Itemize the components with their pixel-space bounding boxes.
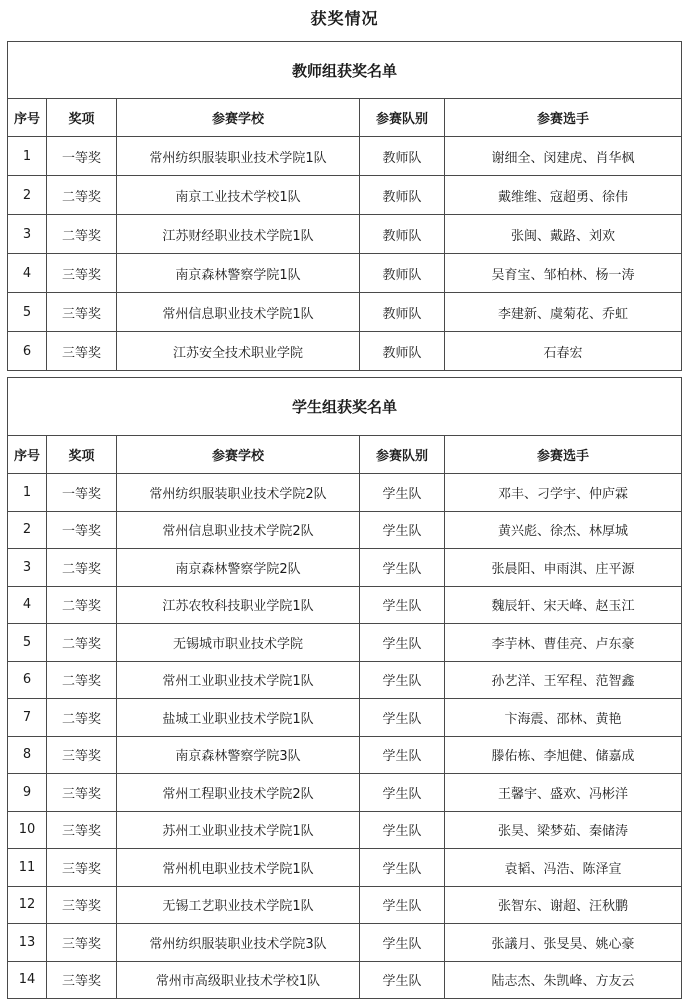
- players-cell: 魏辰轩、宋天峰、赵玉江: [445, 586, 682, 624]
- table-row: [8, 474, 682, 512]
- index-cell: 4: [8, 254, 47, 293]
- index-cell: 7: [8, 699, 47, 737]
- table-row: [8, 332, 682, 371]
- table-row: [8, 549, 682, 587]
- page-title: 获奖情况: [310, 9, 379, 28]
- school-cell: 江苏农牧科技职业学院1队: [117, 586, 360, 624]
- players-cell: 张昊、梁梦茹、秦储涛: [445, 811, 682, 849]
- index-cell: 1: [8, 474, 47, 512]
- table-row: [8, 624, 682, 662]
- players-cell: 滕佑栋、李旭健、储嘉成: [445, 736, 682, 774]
- school-cell: 无锡工艺职业技术学院1队: [117, 886, 360, 924]
- school-cell: 常州纺织服装职业技术学院3队: [117, 924, 360, 962]
- school-cell: 南京森林警察学院1队: [117, 254, 360, 293]
- table-row: [8, 137, 682, 176]
- team-type-cell: 学生队: [360, 549, 445, 587]
- players-cell: 孙艺洋、王军程、范智鑫: [445, 661, 682, 699]
- table-title: 教师组获奖名单: [8, 42, 682, 99]
- players-cell: 石春宏: [445, 332, 682, 371]
- team-type-cell: 教师队: [360, 176, 445, 215]
- table-row: [8, 176, 682, 215]
- school-cell: 常州工业职业技术学院1队: [117, 661, 360, 699]
- players-cell: 张智东、谢超、汪秋鹏: [445, 886, 682, 924]
- award-cell: 一等奖: [47, 474, 117, 512]
- award-cell: 三等奖: [47, 886, 117, 924]
- table-row: [8, 736, 682, 774]
- index-cell: 14: [8, 961, 47, 999]
- index-cell: 10: [8, 811, 47, 849]
- team-type-cell: 教师队: [360, 137, 445, 176]
- index-cell: 3: [8, 215, 47, 254]
- team-type-cell: 学生队: [360, 661, 445, 699]
- column-header-award: 奖项: [47, 99, 117, 137]
- table-row: [8, 661, 682, 699]
- award-cell: 三等奖: [47, 924, 117, 962]
- team-type-cell: 学生队: [360, 924, 445, 962]
- column-header-school: 参赛学校: [117, 99, 360, 137]
- school-cell: 盐城工业职业技术学院1队: [117, 699, 360, 737]
- index-cell: 8: [8, 736, 47, 774]
- table-row: [8, 511, 682, 549]
- index-cell: 6: [8, 332, 47, 371]
- table-row: [8, 699, 682, 737]
- index-cell: 2: [8, 176, 47, 215]
- school-cell: 常州纺织服装职业技术学院2队: [117, 474, 360, 512]
- award-cell: 二等奖: [47, 624, 117, 662]
- column-header-award: 奖项: [47, 436, 117, 474]
- players-cell: 卞海震、邵林、黄艳: [445, 699, 682, 737]
- players-cell: 吴育宝、邹柏林、杨一涛: [445, 254, 682, 293]
- award-cell: 一等奖: [47, 137, 117, 176]
- column-header-players: 参赛选手: [445, 99, 682, 137]
- players-cell: 戴维维、寇超勇、徐伟: [445, 176, 682, 215]
- players-cell: 黄兴彪、徐杰、林厚城: [445, 511, 682, 549]
- school-cell: 苏州工业职业技术学院1队: [117, 811, 360, 849]
- school-cell: 江苏财经职业技术学院1队: [117, 215, 360, 254]
- index-cell: 5: [8, 624, 47, 662]
- players-cell: 李建新、虞菊花、乔虹: [445, 293, 682, 332]
- team-type-cell: 学生队: [360, 736, 445, 774]
- column-header-players: 参赛选手: [445, 436, 682, 474]
- players-cell: 谢细全、闵建虎、肖华枫: [445, 137, 682, 176]
- school-cell: 南京森林警察学院3队: [117, 736, 360, 774]
- team-type-cell: 教师队: [360, 332, 445, 371]
- table-row: [8, 293, 682, 332]
- table-row: [8, 961, 682, 999]
- players-cell: 袁韬、冯浩、陈泽宣: [445, 849, 682, 887]
- players-cell: 陆志杰、朱凯峰、方友云: [445, 961, 682, 999]
- team-type-cell: 学生队: [360, 624, 445, 662]
- award-cell: 一等奖: [47, 511, 117, 549]
- index-cell: 9: [8, 774, 47, 812]
- table-row: [8, 774, 682, 812]
- index-cell: 1: [8, 137, 47, 176]
- school-cell: 南京工业技术学校1队: [117, 176, 360, 215]
- players-cell: 王馨宇、盛欢、冯彬洋: [445, 774, 682, 812]
- student-award-table: [7, 377, 682, 999]
- team-type-cell: 学生队: [360, 886, 445, 924]
- school-cell: 常州市高级职业技术学校1队: [117, 961, 360, 999]
- award-cell: 二等奖: [47, 549, 117, 587]
- column-header-index: 序号: [8, 436, 47, 474]
- award-cell: 三等奖: [47, 332, 117, 371]
- index-cell: 13: [8, 924, 47, 962]
- players-cell: 邓丰、刁学宇、仲庐霖: [445, 474, 682, 512]
- index-cell: 11: [8, 849, 47, 887]
- team-type-cell: 学生队: [360, 586, 445, 624]
- table-row: [8, 886, 682, 924]
- table-title: 学生组获奖名单: [8, 378, 682, 436]
- school-cell: 江苏安全技术职业学院: [117, 332, 360, 371]
- award-cell: 三等奖: [47, 736, 117, 774]
- team-type-cell: 教师队: [360, 254, 445, 293]
- school-cell: 常州机电职业技术学院1队: [117, 849, 360, 887]
- award-cell: 三等奖: [47, 849, 117, 887]
- table-row: [8, 924, 682, 962]
- table-row: [8, 254, 682, 293]
- team-type-cell: 教师队: [360, 215, 445, 254]
- index-cell: 4: [8, 586, 47, 624]
- column-header-school: 参赛学校: [117, 436, 360, 474]
- award-cell: 三等奖: [47, 293, 117, 332]
- column-header-index: 序号: [8, 99, 47, 137]
- school-cell: 常州纺织服装职业技术学院1队: [117, 137, 360, 176]
- players-cell: 李芋林、曹佳亮、卢东豪: [445, 624, 682, 662]
- table-row: [8, 811, 682, 849]
- award-cell: 三等奖: [47, 961, 117, 999]
- index-cell: 12: [8, 886, 47, 924]
- team-type-cell: 学生队: [360, 699, 445, 737]
- school-cell: 无锡城市职业技术学院: [117, 624, 360, 662]
- table-row: [8, 849, 682, 887]
- award-cell: 二等奖: [47, 586, 117, 624]
- award-cell: 三等奖: [47, 254, 117, 293]
- column-header-team-type: 参赛队别: [360, 99, 445, 137]
- column-header-team-type: 参赛队别: [360, 436, 445, 474]
- players-cell: 张議月、张旻昊、姚心豪: [445, 924, 682, 962]
- team-type-cell: 学生队: [360, 774, 445, 812]
- school-cell: 常州信息职业技术学院1队: [117, 293, 360, 332]
- table-row: [8, 586, 682, 624]
- school-cell: 南京森林警察学院2队: [117, 549, 360, 587]
- team-type-cell: 学生队: [360, 849, 445, 887]
- award-cell: 二等奖: [47, 176, 117, 215]
- teacher-award-table: [7, 41, 682, 371]
- team-type-cell: 学生队: [360, 474, 445, 512]
- school-cell: 常州工程职业技术学院2队: [117, 774, 360, 812]
- team-type-cell: 教师队: [360, 293, 445, 332]
- award-cell: 二等奖: [47, 661, 117, 699]
- team-type-cell: 学生队: [360, 811, 445, 849]
- school-cell: 常州信息职业技术学院2队: [117, 511, 360, 549]
- award-cell: 三等奖: [47, 811, 117, 849]
- players-cell: 张晨阳、申雨淇、庄平源: [445, 549, 682, 587]
- index-cell: 5: [8, 293, 47, 332]
- players-cell: 张闽、戴路、刘欢: [445, 215, 682, 254]
- index-cell: 3: [8, 549, 47, 587]
- award-cell: 三等奖: [47, 774, 117, 812]
- table-row: [8, 215, 682, 254]
- award-cell: 二等奖: [47, 215, 117, 254]
- award-cell: 二等奖: [47, 699, 117, 737]
- index-cell: 2: [8, 511, 47, 549]
- index-cell: 6: [8, 661, 47, 699]
- team-type-cell: 学生队: [360, 961, 445, 999]
- team-type-cell: 学生队: [360, 511, 445, 549]
